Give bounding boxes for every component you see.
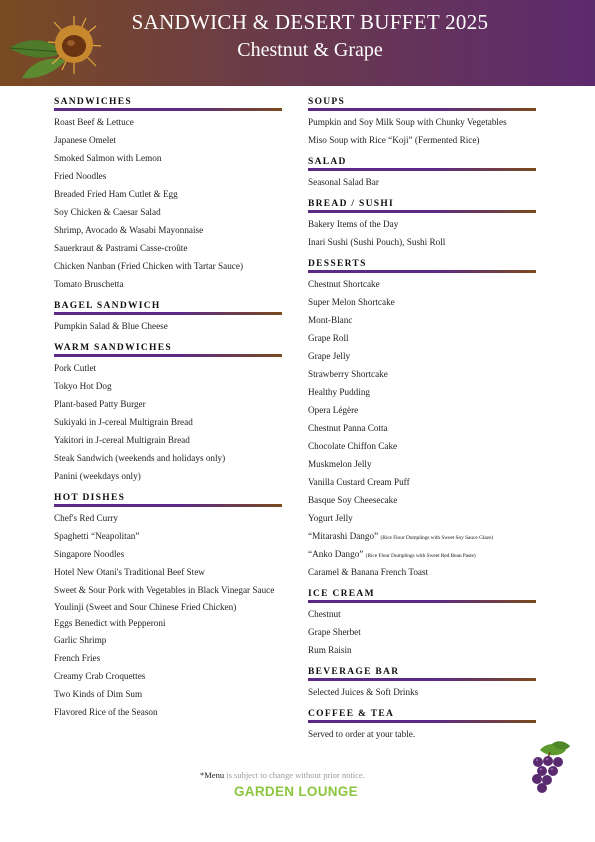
menu-item-dango bbox=[308, 545, 544, 563]
menu-item: Pumpkin and Soy Milk Soup with Chunky Vegetables bbox=[308, 117, 507, 127]
section-divider bbox=[308, 600, 536, 603]
section-heading: SANDWICHES bbox=[54, 97, 132, 107]
menu-item: Vanilla Custard Cream Puff bbox=[308, 477, 410, 487]
menu-right-column bbox=[308, 96, 544, 750]
menu-item: Garlic Shrimp bbox=[54, 635, 107, 645]
section-bread-sushi bbox=[308, 198, 544, 251]
disclaimer-note bbox=[200, 770, 365, 780]
menu-item: Breaded Fried Ham Cutlet & Egg bbox=[54, 189, 178, 199]
menu-item: Grape Roll bbox=[308, 333, 349, 343]
menu-item: Tomato Bruschetta bbox=[54, 279, 124, 289]
menu-item: Chestnut Shortcake bbox=[308, 279, 380, 289]
dango-name: “Mitarashi Dango” bbox=[308, 531, 379, 541]
menu-item: Shrimp, Avocado & Wasabi Mayonnaise bbox=[54, 225, 204, 235]
section-ice-cream bbox=[308, 588, 544, 659]
menu-item: Yakitori in J-cereal Multigrain Bread bbox=[54, 435, 190, 445]
menu-item: Japanese Omelet bbox=[54, 135, 116, 145]
note-text: is subject to change without prior notice. bbox=[224, 770, 365, 780]
menu-item: Eggs Benedict with Pepperoni bbox=[54, 618, 166, 628]
menu-item: Tokyo Hot Dog bbox=[54, 381, 112, 391]
section-divider bbox=[54, 312, 282, 315]
menu-item: Seasonal Salad Bar bbox=[308, 177, 379, 187]
menu-item: Fried Noodles bbox=[54, 171, 107, 181]
section-divider bbox=[308, 210, 536, 213]
menu-item: Chestnut bbox=[308, 609, 341, 619]
menu-item: Smoked Salmon with Lemon bbox=[54, 153, 162, 163]
menu-item: Grape Jelly bbox=[308, 351, 351, 361]
menu-item: Steak Sandwich (weekends and holidays only) bbox=[54, 453, 226, 463]
section-heading: ICE CREAM bbox=[308, 589, 375, 599]
section-bagel-sandwich bbox=[54, 300, 290, 335]
section-heading: WARM SANDWICHES bbox=[54, 343, 172, 353]
menu-item: Opera Légère bbox=[308, 405, 359, 415]
section-heading: SALAD bbox=[308, 157, 347, 167]
section-warm-sandwiches bbox=[54, 342, 290, 485]
section-divider bbox=[308, 720, 536, 723]
menu-item: Youlinji (Sweet and Sour Chinese Fried Chicken) bbox=[54, 602, 237, 612]
section-divider bbox=[54, 354, 282, 357]
dango-name: “Anko Dango” bbox=[308, 549, 364, 559]
menu-item: Sukiyaki in J-cereal Multigrain Bread bbox=[54, 417, 193, 427]
menu-item: Mont-Blanc bbox=[308, 315, 353, 325]
chestnut-illustration-icon bbox=[4, 8, 102, 86]
menu-item: Selected Juices & Soft Drinks bbox=[308, 687, 419, 697]
section-coffee-tea bbox=[308, 708, 544, 743]
menu-item: Two Kinds of Dim Sum bbox=[54, 689, 143, 699]
menu-item: Hotel New Otani's Traditional Beef Stew bbox=[54, 567, 205, 577]
section-heading: DESSERTS bbox=[308, 259, 367, 269]
menu-item: Sauerkraut & Pastrami Casse-croûte bbox=[54, 243, 188, 253]
menu-item: Chicken Nanban (Fried Chicken with Tartar Sauce) bbox=[54, 261, 244, 271]
section-divider bbox=[54, 108, 282, 111]
menu-item: Panini (weekdays only) bbox=[54, 471, 141, 481]
section-beverage-bar bbox=[308, 666, 544, 701]
menu-item: Chestnut Panna Cotta bbox=[308, 423, 388, 433]
menu-item: Pork Cutlet bbox=[54, 363, 97, 373]
section-heading: HOT DISHES bbox=[54, 493, 126, 503]
section-hot-dishes bbox=[54, 492, 290, 721]
menu-item: Inari Sushi (Sushi Pouch), Sushi Roll bbox=[308, 237, 446, 247]
menu-item: Plant-based Patty Burger bbox=[54, 399, 146, 409]
menu-item: Soy Chicken & Caesar Salad bbox=[54, 207, 161, 217]
garden-lounge-logo: GARDEN LOUNGE bbox=[234, 784, 358, 799]
section-heading: BREAD / SUSHI bbox=[308, 199, 395, 209]
header-banner bbox=[0, 0, 595, 86]
section-heading: BAGEL SANDWICH bbox=[54, 301, 161, 311]
menu-item: Yogurt Jelly bbox=[308, 513, 353, 523]
menu-item: Muskmelon Jelly bbox=[308, 459, 372, 469]
menu-item: Flavored Rice of the Season bbox=[54, 707, 158, 717]
menu-item: Spaghetti “Neapolitan” bbox=[54, 531, 140, 541]
note-prefix: *Menu bbox=[200, 770, 225, 780]
menu-item: Healthy Pudding bbox=[308, 387, 371, 397]
menu-item: Miso Soup with Rice “Koji” (Fermented Rice) bbox=[308, 135, 480, 145]
dango-description: (Rice Flour Dumplings with Sweet Soy Sauce Glaze) bbox=[380, 535, 494, 541]
menu-item: Basque Soy Cheesecake bbox=[308, 495, 398, 505]
menu-item: Sweet & Sour Pork with Vegetables in Black Vinegar Sauce bbox=[54, 585, 275, 595]
section-divider bbox=[308, 270, 536, 273]
menu-item: Super Melon Shortcake bbox=[308, 297, 395, 307]
menu-item: Served to order at your table. bbox=[308, 729, 416, 739]
menu-item: Singapore Noodles bbox=[54, 549, 125, 559]
menu-item: Caramel & Banana French Toast bbox=[308, 567, 429, 577]
menu-item: Strawberry Shortcake bbox=[308, 369, 388, 379]
grapes-illustration-icon bbox=[526, 740, 574, 794]
menu-left-column bbox=[54, 96, 290, 728]
page-subtitle: Chestnut & Grape bbox=[237, 39, 383, 61]
section-salad bbox=[308, 156, 544, 191]
section-divider bbox=[308, 678, 536, 681]
section-heading: BEVERAGE BAR bbox=[308, 667, 400, 677]
section-divider bbox=[54, 504, 282, 507]
dango-description: (Rice Flour Dumplings with Sweet Red Bean Paste) bbox=[365, 553, 476, 559]
menu-item: Grape Sherbet bbox=[308, 627, 361, 637]
menu-item-dango bbox=[308, 527, 544, 545]
menu-item: Bakery Items of the Day bbox=[308, 219, 399, 229]
menu-item: Creamy Crab Croquettes bbox=[54, 671, 146, 681]
page-title: SANDWICH & DESERT BUFFET 2025 bbox=[131, 10, 489, 34]
menu-item: Pumpkin Salad & Blue Cheese bbox=[54, 321, 168, 331]
section-divider bbox=[308, 108, 536, 111]
section-soups bbox=[308, 96, 544, 149]
section-desserts bbox=[308, 258, 544, 581]
menu-item: Rum Raisin bbox=[308, 645, 352, 655]
menu-item: Roast Beef & Lettuce bbox=[54, 117, 134, 127]
section-heading: COFFEE & TEA bbox=[308, 709, 395, 719]
section-sandwiches bbox=[54, 96, 290, 293]
menu-item: Chef's Red Curry bbox=[54, 513, 118, 523]
menu-item: French Fries bbox=[54, 653, 101, 663]
section-divider bbox=[308, 168, 536, 171]
menu-item: Chocolate Chiffon Cake bbox=[308, 441, 398, 451]
section-heading: SOUPS bbox=[308, 97, 346, 107]
